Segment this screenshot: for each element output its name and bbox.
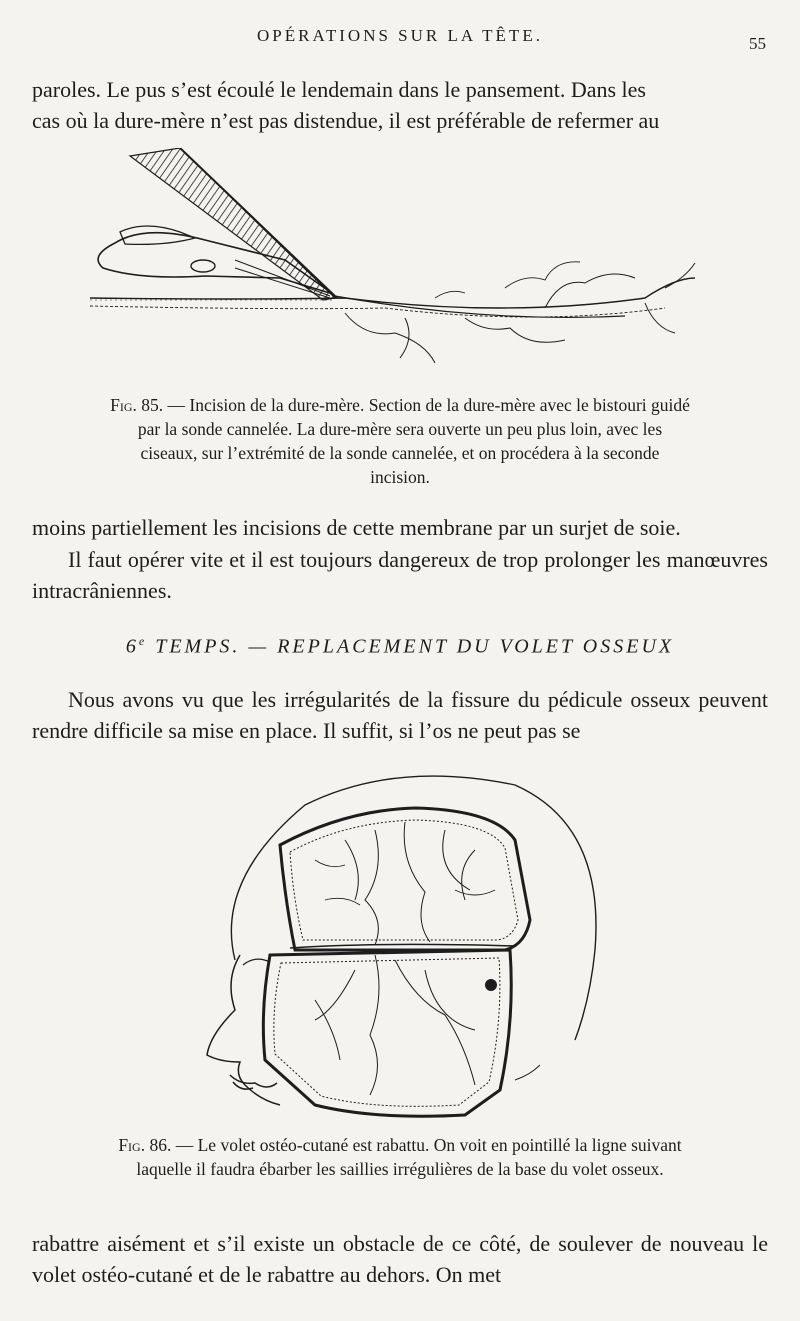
figure-85-illustration: [85, 148, 715, 388]
figure-85-caption-text: — Incision de la dure-mère. Section de la dure-mère avec le bistouri guidé par la sonde cannelée. La dure-mère sera ouverte un peu plus loin, avec les ciseaux, sur l’extrémité de la sonde cannelée, et on procédera à la seconde incision.: [137, 395, 690, 487]
section-number: 6: [125, 635, 139, 658]
figure-85-label: Fig. 85.: [110, 395, 164, 415]
figure-86-illustration: [195, 770, 615, 1130]
paragraph-4: Nous avons vu que les irrégularités de la fissure du pédicule osseux peuvent rendre difficile sa mise en place. Il suffit, si l’os ne peut pas se: [32, 687, 768, 743]
figure-86-label: Fig. 86.: [118, 1135, 172, 1155]
paragraph-3: Il faut opérer vite et il est toujours dangereux de trop prolonger les manœuvres intracrâniennes.: [32, 547, 768, 603]
paragraph-2: moins partiellement les incisions de cette membrane par un surjet de soie.: [32, 515, 681, 540]
figure-86-caption-text: — Le volet ostéo-cutané est rabattu. On voit en pointillé la ligne suivant laquelle il faudra ébarber les saillies irrégulières de la base du volet osseux.: [136, 1135, 682, 1179]
page-number: 55: [749, 34, 766, 53]
paragraph-5: rabattre aisément et s’il existe un obstacle de ce côté, de soulever de nouveau le volet ostéo-cutané et de le rabattre au dehors. On met: [32, 1231, 768, 1287]
section-heading: [0, 634, 800, 659]
running-head: OPÉRATIONS SUR LA TÊTE.: [257, 26, 543, 45]
section-title: TEMPS. — REPLACEMENT DU VOLET OSSEUX: [155, 635, 675, 658]
paragraph-1-line-1: paroles. Le pus s’est écoulé le lendemain dans le pansement. Dans les: [32, 77, 646, 102]
section-number-suffix: e: [138, 634, 148, 648]
paragraph-1-line-2: cas où la dure-mère n’est pas distendue, il est préférable de refermer au: [32, 108, 660, 133]
figure-85-caption: [110, 393, 690, 489]
figure-86-caption: [110, 1133, 690, 1181]
